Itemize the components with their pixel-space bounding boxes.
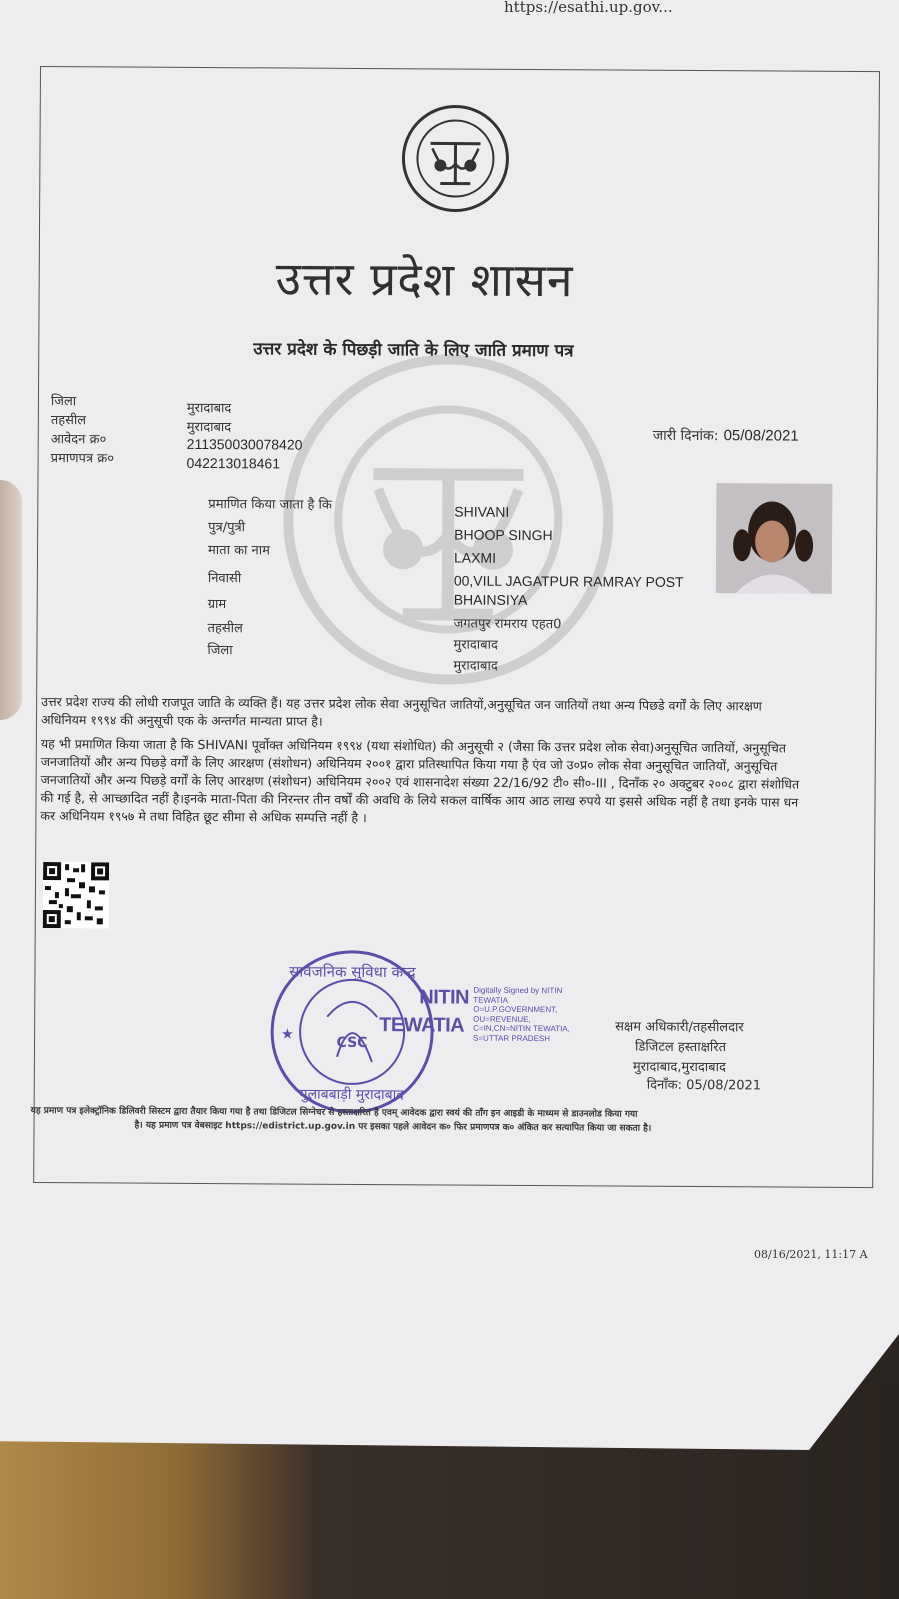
- certify-label: प्रमाणित किया जाता है कि: [208, 497, 332, 513]
- village-label: ग्राम: [207, 597, 227, 613]
- dsig-line: S=UTTAR PRADESH: [473, 1033, 551, 1043]
- finger-shadow: [0, 480, 22, 720]
- signatory-sign-type: डिजिटल हस्ताक्षरित: [634, 1039, 727, 1056]
- dsig-line: TEWATIA: [473, 995, 509, 1005]
- application-no-label: आवेदन क्र०: [50, 432, 107, 448]
- signer-name-line1: NITIN: [419, 986, 470, 1009]
- stamp-top-text: सार्वजनिक सुविधा केन्द्र: [289, 962, 416, 982]
- dsig-line: OU=REVENUE,: [473, 1014, 531, 1024]
- stamp-bottom-text: गुलाबबाड़ी मुरादाबाद: [299, 1086, 404, 1104]
- issue-date: [653, 425, 799, 446]
- tehsil2-value: मुरादाबाद: [453, 637, 498, 653]
- address-line1: 00,VILL JAGATPUR RAMRAY POST: [453, 572, 684, 590]
- address-line2: BHAINSIYA: [453, 591, 528, 608]
- certification-paragraph: यह भी प्रमाणित किया जाता है कि SHIVANI पूर्वोक्त अधिनियम १९९४ (यथा संशोधित) की अनुसूची २ (जैसा कि उत्तर प्रदेश लोक सेवा)अनुसूचित जातियों, अनुसूचित जनजातियों और अन्य पिछड़े वर्गों के लिए आरक्षण (संशोधन) अधिनियम २००१ द्वारा प्रतिस्थापित किया गया है एंव जो उ०प्र० लोक सेवा अनुसूचित जातियों, अनुसूचित जनजातियों और अन्य पिछड़े वर्गों के लिए आरक्षण (संशोधन) अधिनियम २००२ एवं शासनादेश संख्या 22/16/92 टी० सी०-III , दिनाँक २० अक्टुबर २००८ द्वारा संशोधित की गई है, से आच्छादित नहीं है।इनके माता-पिता की निरन्तर तीन वर्षों की अवधि के लिये सकल वार्षिक आय आठ लाख रुपये या इससे अधिक नहीं है तथा इनके पास धन कर अधिनियम १९५७ मे तथा विहित छूट सीमा से अधिक सम्पत्ति नहीं है ।: [40, 736, 800, 826]
- district2-label: जिला: [207, 643, 233, 659]
- applicant-photo: [716, 483, 833, 594]
- parent-label: पुत्र/पुत्री: [208, 520, 246, 536]
- application-no-value: 211350030078420: [186, 435, 303, 453]
- tehsil-value: मुरादाबाद: [186, 419, 232, 436]
- dsig-line: C=IN,CN=NITIN TEWATIA,: [473, 1023, 570, 1034]
- dsig-line: O=U.P.GOVERNMENT,: [473, 1004, 558, 1015]
- tehsil-label: तहसील: [50, 413, 87, 429]
- dsig-line: Digitally Signed by NITIN: [473, 985, 563, 996]
- caste-paragraph: उत्तर प्रदेश राज्य की लोधी राजपूत जाति के व्यक्ति हैं। यह उत्तर प्रदेश लोक सेवा अनुसूचित जातियों,अनुसूचित जन जातियों तथा अन्य पिछडे वर्गों के लिए आरक्षण अधिनियम १९९४ की अनुसूची एक के अन्तर्गत मान्यता प्राप्त है।: [40, 694, 762, 729]
- up-emblem-icon: [400, 103, 511, 214]
- document-title: उत्तर प्रदेश शासन: [275, 251, 574, 308]
- certificate: [30, 66, 880, 1188]
- document-subtitle: उत्तर प्रदेश के पिछड़ी जाति के लिए जाति प्रमाण पत्र: [253, 339, 574, 362]
- emblem-watermark-icon: [282, 353, 614, 685]
- issue-date-value: 05/08/2021: [723, 427, 799, 445]
- district-label: जिला: [50, 394, 77, 410]
- resident-label: निवासी: [207, 571, 242, 587]
- village-value: जगतपुर रामराय एहत0: [453, 616, 562, 633]
- signer-name-line2: TEWATIA: [379, 1014, 465, 1037]
- tehsil2-label: तहसील: [207, 621, 243, 637]
- digital-signature-details: [473, 986, 570, 1044]
- parent-name: BHOOP SINGH: [454, 526, 553, 544]
- footer-line-2: है। यह प्रमाण पत्र वेबसाइट https://edistrict.up.gov.in पर इसका पहले आवेदन क० फिर प्रमाणपत्र क० अंकित कर सत्यापित किया जा सकता है।: [134, 1120, 652, 1134]
- applicant-name: SHIVANI: [454, 503, 510, 520]
- print-timestamp: 08/16/2021, 11:17 A: [754, 1248, 868, 1261]
- district-value: मुरादाबाद: [186, 400, 232, 417]
- mother-name: LAXMI: [453, 549, 497, 566]
- qr-code-icon: [43, 862, 109, 928]
- signatory-place: मुरादाबाद,मुरादाबाद: [632, 1059, 726, 1076]
- signatory-designation: सक्षम अधिकारी/तहसीलदार: [615, 1019, 744, 1036]
- signatory-date: दिनाँक: 05/08/2021: [646, 1077, 762, 1094]
- certificate-no-label: प्रमाणपत्र क्र०: [50, 451, 115, 467]
- printed-url: https://esathi.up.gov...: [504, 0, 673, 16]
- certificate-no-value: 042213018461: [186, 454, 281, 472]
- stamp-center-text: CSC: [336, 1034, 368, 1052]
- district2-value: मुरादाबाद: [453, 658, 498, 674]
- footer-line-1: यह प्रमाण पत्र इलेक्ट्रॉनिक डिलिवरी सिस्टम द्वारा तैयार किया गया है तथा डिजिटल सिग्नेचर से हस्ताक्षरित है एवम् आवेदक द्वारा स्वयं की ताँग इन आइडी के माध्यम से डाउनलोड किया गया: [30, 1105, 638, 1120]
- svg-text:★: ★: [281, 1026, 294, 1043]
- mother-label: माता का नाम: [207, 543, 270, 559]
- person-photo-icon: [716, 483, 833, 594]
- issue-date-label: जारी दिनांक:: [652, 427, 719, 445]
